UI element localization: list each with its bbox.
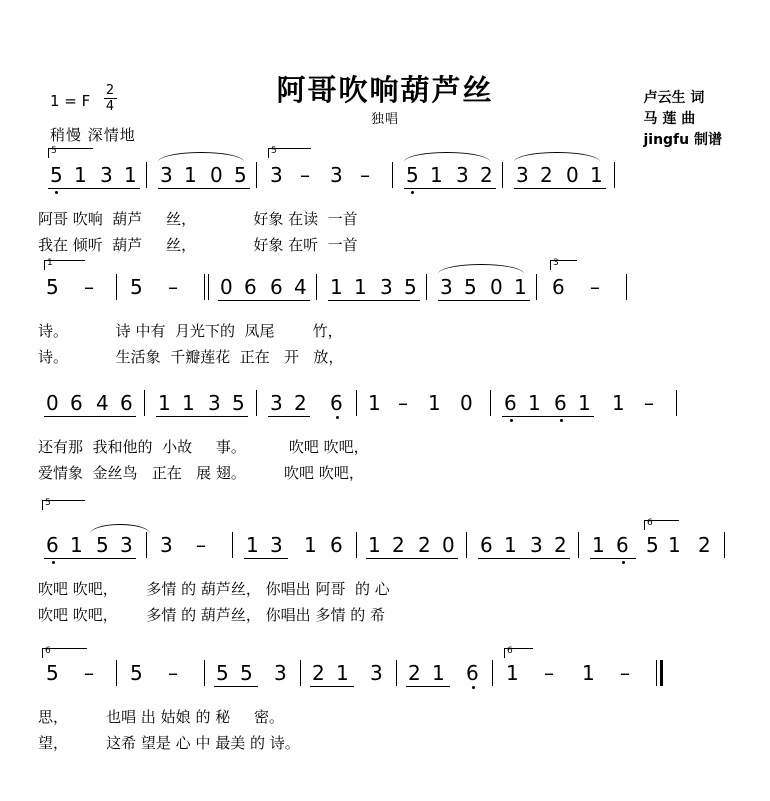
- note-s4-m4-n4: 0: [442, 533, 455, 557]
- note-s4-m6-n1: 1: [592, 533, 605, 557]
- note-s2-m5-n4: 1: [514, 275, 527, 299]
- note-s5-m6-n1: 1: [506, 661, 519, 685]
- note-s1-m4-n3: 3: [456, 163, 469, 187]
- note-s1-m5-n2: 2: [540, 163, 553, 187]
- note-s1-m3-n4: –: [360, 163, 370, 187]
- note-s4-m1-n1: 6: [46, 533, 59, 557]
- note-s3-m5-n1: 6: [504, 391, 517, 415]
- beam-s5-m5: [406, 686, 450, 687]
- beam-s2-m5: [438, 300, 530, 301]
- note-s4-m5-n1: 6: [480, 533, 493, 557]
- note-s1-m5-n3: 0: [566, 163, 579, 187]
- phrase-bracket-2a: [44, 260, 85, 270]
- notation-row-1: [0, 146, 770, 202]
- barline-s2-5: [536, 274, 537, 300]
- phrase-bracket-5b: [504, 648, 533, 658]
- lyric-line-3-verse-1: 还有那 我和他的 小故 事。 吹吧 吹吧，: [38, 438, 369, 456]
- barline-s2-2b: [208, 274, 209, 300]
- note-s1-m5-n4: 1: [590, 163, 603, 187]
- barline-s4-6: [724, 532, 725, 558]
- note-s3-m5-n6: –: [644, 391, 654, 415]
- phrase-bracket-4b: [644, 520, 679, 530]
- note-s2-m2-n2: –: [168, 275, 178, 299]
- note-s3-m5-n3: 6: [554, 391, 567, 415]
- note-s1-m1-n2: 1: [74, 163, 87, 187]
- note-s4-m6-n4: 1: [668, 533, 681, 557]
- note-s5-m4-n2: 1: [336, 661, 349, 685]
- beam-s3-m3: [268, 416, 310, 417]
- note-s4-m3-n4: 6: [330, 533, 343, 557]
- barline-s3-4: [490, 390, 491, 416]
- beam-s1-m1: [48, 188, 140, 189]
- note-s4-m5-n3: 3: [530, 533, 543, 557]
- note-s2-m4-n1: 1: [330, 275, 343, 299]
- note-s3-m2-n1: 1: [158, 391, 171, 415]
- phrase-bracket-number: 6: [507, 646, 513, 656]
- barline-s5-5: [492, 660, 493, 686]
- barline-s5-3: [300, 660, 301, 686]
- beam-s4-m1: [44, 558, 136, 559]
- lyric-line-4-verse-2: 吹吧 吹吧， 多情 的 葫芦丝， 你唱出 多情 的 希: [38, 606, 385, 624]
- barline-s2-6: [626, 274, 627, 300]
- barline-s1-3: [392, 162, 393, 188]
- octave-dot-s3-m5-n1: [510, 419, 513, 422]
- note-s5-m2-n1: 5: [130, 661, 143, 685]
- phrase-bracket-1a: [48, 148, 93, 158]
- music-system-5: [0, 636, 770, 752]
- credit-lyricist: 卢云生 词: [643, 90, 705, 106]
- note-s5-m6-n2: –: [544, 661, 554, 685]
- beam-s4-m4: [366, 558, 458, 559]
- lyric-line-3-verse-2: 爱情象 金丝鸟 正在 展 翅。 吹吧 吹吧，: [38, 464, 364, 482]
- note-s5-m3-n2: 5: [240, 661, 253, 685]
- note-s1-m2-n3: 0: [210, 163, 223, 187]
- note-s5-m5-n3: 6: [466, 661, 479, 685]
- note-s4-m5-n4: 2: [554, 533, 567, 557]
- note-s1-m4-n4: 2: [480, 163, 493, 187]
- notation-row-5: [0, 636, 770, 685]
- beam-s3-m5: [502, 416, 594, 417]
- note-s3-m3-n1: 3: [270, 391, 283, 415]
- phrase-bracket-5a: [42, 648, 87, 658]
- note-s4-m5-n2: 1: [504, 533, 517, 557]
- note-s4-m1-n2: 1: [70, 533, 83, 557]
- beam-s1-m5: [514, 188, 606, 189]
- lyric-line-1-verse-1: 阿哥 吹响 葫芦 丝， 好象 在读 一首: [38, 210, 358, 228]
- music-system-3: [0, 388, 770, 498]
- note-s2-m1-n2: –: [84, 275, 94, 299]
- key-signature: 1 = F: [50, 92, 91, 110]
- phrase-bracket-number: 5: [45, 498, 51, 508]
- note-s1-m5-n1: 3: [516, 163, 529, 187]
- note-s5-m2-n2: –: [168, 661, 178, 685]
- beam-s4-m5: [478, 558, 570, 559]
- beam-s4-m6: [590, 558, 636, 559]
- lyric-line-2-verse-2: 诗。 生活象 千瓣莲花 正在 开 放，: [38, 348, 344, 366]
- note-s2-m6-n2: –: [590, 275, 600, 299]
- note-s4-m1-n3: 5: [96, 533, 109, 557]
- note-s1-m2-n4: 5: [234, 163, 247, 187]
- phrase-bracket-number: 1: [47, 258, 53, 268]
- phrase-bracket-4a: [42, 500, 85, 510]
- note-s3-m5-n2: 1: [528, 391, 541, 415]
- barline-s2-4: [426, 274, 427, 300]
- phrase-bracket-number: 3: [553, 258, 559, 268]
- note-s3-m1-n1: 0: [46, 391, 59, 415]
- barline-s3-2: [256, 390, 257, 416]
- note-s3-m5-n5: 1: [612, 391, 625, 415]
- phrase-bracket-number: 6: [647, 518, 653, 528]
- note-s4-m4-n2: 2: [392, 533, 405, 557]
- note-s3-m2-n4: 5: [232, 391, 245, 415]
- credit-composer: 马 莲 曲: [643, 111, 696, 127]
- note-s2-m5-n3: 0: [490, 275, 503, 299]
- note-s5-m3-n3: 3: [274, 661, 287, 685]
- barline-s1-4: [502, 162, 503, 188]
- octave-dot-s3-m5-n3: [560, 419, 563, 422]
- note-s2-m3-n4: 4: [294, 275, 307, 299]
- phrase-bracket-number: 6: [45, 646, 51, 656]
- note-s2-m4-n2: 1: [354, 275, 367, 299]
- note-s2-m6-n1: 6: [552, 275, 565, 299]
- note-s4-m3-n2: 3: [270, 533, 283, 557]
- barline-s1-1: [146, 162, 147, 188]
- note-s3-m1-n3: 4: [96, 391, 109, 415]
- note-s1-m4-n2: 1: [430, 163, 443, 187]
- note-s4-m4-n3: 2: [418, 533, 431, 557]
- beam-s5-m4: [310, 686, 354, 687]
- final-barline-thin: [656, 660, 657, 686]
- beam-s2-m4: [328, 300, 420, 301]
- lyric-line-5-verse-2: 望， 这希 望是 心 中 最美 的 诗。: [38, 734, 300, 752]
- barline-s3-1: [144, 390, 145, 416]
- credit-engraver: jingfu 制谱: [643, 132, 722, 148]
- note-s3-m2-n2: 1: [182, 391, 195, 415]
- note-s3-m5-n4: 1: [578, 391, 591, 415]
- notation-row-3: [0, 388, 770, 430]
- barline-s2-3: [316, 274, 317, 300]
- beam-s2-m3: [218, 300, 310, 301]
- music-system-4: [0, 498, 770, 624]
- note-s3-m1-n2: 6: [70, 391, 83, 415]
- notation-row-2: [0, 258, 770, 314]
- barline-s2-2: [204, 274, 205, 300]
- song-title: 阿哥吹响葫芦丝: [276, 73, 494, 107]
- note-s4-m2-n2: –: [196, 533, 206, 557]
- note-s1-m4-n1: 5: [406, 163, 419, 187]
- time-signature-numerator: 2: [105, 83, 115, 98]
- barline-s3-3: [356, 390, 357, 416]
- octave-dot-s4-m1-n1: [52, 561, 55, 564]
- note-s2-m3-n3: 6: [270, 275, 283, 299]
- note-s1-m1-n4: 1: [124, 163, 137, 187]
- octave-dot-s4-m6-n2: [622, 561, 625, 564]
- slur-s1-2: [404, 152, 490, 162]
- note-s1-m1-n3: 3: [100, 163, 113, 187]
- note-s1-m3-n3: 3: [330, 163, 343, 187]
- beam-s1-m4: [404, 188, 496, 189]
- phrase-bracket-number: 5: [271, 146, 277, 156]
- note-s4-m1-n4: 3: [120, 533, 133, 557]
- note-s4-m3-n3: 1: [304, 533, 317, 557]
- note-s5-m4-n1: 2: [312, 661, 325, 685]
- phrase-bracket-2b: [550, 260, 577, 270]
- slur-s1-3: [514, 152, 600, 162]
- note-s1-m2-n2: 1: [184, 163, 197, 187]
- note-s5-m3-n1: 5: [216, 661, 229, 685]
- barline-s1-2: [256, 162, 257, 188]
- beam-s1-m2: [158, 188, 250, 189]
- note-s5-m1-n2: –: [84, 661, 94, 685]
- note-s4-m6-n2: 6: [616, 533, 629, 557]
- barline-s3-5: [676, 390, 677, 416]
- lyric-line-1-verse-2: 我在 倾听 葫芦 丝， 好象 在听 一首: [38, 236, 358, 254]
- beam-s4-m3: [244, 558, 288, 559]
- song-subtitle: 独唱: [370, 112, 399, 127]
- barline-s4-5: [578, 532, 579, 558]
- note-s5-m6-n4: –: [620, 661, 630, 685]
- notation-row-4: [0, 498, 770, 557]
- music-system-1: [0, 146, 770, 270]
- note-s3-m4-n1: 1: [368, 391, 381, 415]
- beam-s5-m3: [214, 686, 258, 687]
- note-s4-m4-n1: 1: [368, 533, 381, 557]
- note-s1-m1-n1: 5: [50, 163, 63, 187]
- barline-s5-1: [116, 660, 117, 686]
- note-s4-m6-n5: 2: [698, 533, 711, 557]
- note-s3-m1-n4: 6: [120, 391, 133, 415]
- note-s5-m4-n3: 3: [370, 661, 383, 685]
- music-system-2: [0, 258, 770, 382]
- note-s1-m3-n1: 3: [270, 163, 283, 187]
- note-s4-m3-n1: 1: [246, 533, 259, 557]
- note-s3-m2-n3: 3: [208, 391, 221, 415]
- note-s3-m4-n2: –: [398, 391, 408, 415]
- note-s2-m3-n2: 6: [244, 275, 257, 299]
- lyric-line-5-verse-1: 思， 也唱 出 姑娘 的 秘 密。: [38, 708, 285, 726]
- barline-s5-2: [204, 660, 205, 686]
- lyric-line-4-verse-1: 吹吧 吹吧， 多情 的 葫芦丝， 你唱出 阿哥 的 心: [38, 580, 390, 598]
- final-barline-thick: [660, 660, 663, 686]
- phrase-bracket-1b: [268, 148, 311, 158]
- barline-s2-1: [116, 274, 117, 300]
- barline-s4-3: [356, 532, 357, 558]
- octave-dot-s1-m1-n1: [55, 191, 58, 194]
- note-s1-m2-n1: 3: [160, 163, 173, 187]
- tempo-marking: 稍慢 深情地: [50, 126, 136, 144]
- note-s3-m4-n3: 1: [428, 391, 441, 415]
- note-s2-m5-n1: 3: [440, 275, 453, 299]
- slur-s1-1: [158, 152, 244, 162]
- note-s2-m4-n3: 3: [380, 275, 393, 299]
- note-s2-m4-n4: 5: [404, 275, 417, 299]
- note-s2-m3-n1: 0: [220, 275, 233, 299]
- slur-s4-1: [90, 524, 150, 534]
- octave-dot-s3-m3-n3: [336, 416, 339, 419]
- barline-s5-4: [396, 660, 397, 686]
- barline-s4-1: [146, 532, 147, 558]
- note-s2-m2-n1: 5: [130, 275, 143, 299]
- time-signature-denominator: 4: [105, 99, 115, 114]
- note-s2-m1-n1: 5: [46, 275, 59, 299]
- note-s3-m4-n4: 0: [460, 391, 473, 415]
- octave-dot-s1-m4-n1: [411, 191, 414, 194]
- barline-s4-2: [232, 532, 233, 558]
- note-s4-m2-n1: 3: [160, 533, 173, 557]
- note-s3-m3-n3: 6: [330, 391, 343, 415]
- beam-s3-m1: [44, 416, 136, 417]
- lyric-line-2-verse-1: 诗。 诗 中有 月光下的 凤尾 竹，: [38, 322, 343, 340]
- note-s2-m5-n2: 5: [464, 275, 477, 299]
- time-signature: [99, 84, 121, 113]
- barline-s1-5: [614, 162, 615, 188]
- note-s1-m3-n2: –: [300, 163, 310, 187]
- note-s5-m5-n2: 1: [432, 661, 445, 685]
- note-s5-m1-n1: 5: [46, 661, 59, 685]
- phrase-bracket-number: 5: [51, 146, 57, 156]
- final-barline: [656, 660, 664, 686]
- credits-block: [643, 88, 722, 151]
- octave-dot-s5-m5-n3: [472, 686, 475, 689]
- note-s4-m6-n3: 5: [646, 533, 659, 557]
- note-s5-m6-n3: 1: [582, 661, 595, 685]
- note-s5-m5-n1: 2: [408, 661, 421, 685]
- note-s3-m3-n2: 2: [294, 391, 307, 415]
- barline-s4-4: [466, 532, 467, 558]
- beam-s3-m2: [156, 416, 248, 417]
